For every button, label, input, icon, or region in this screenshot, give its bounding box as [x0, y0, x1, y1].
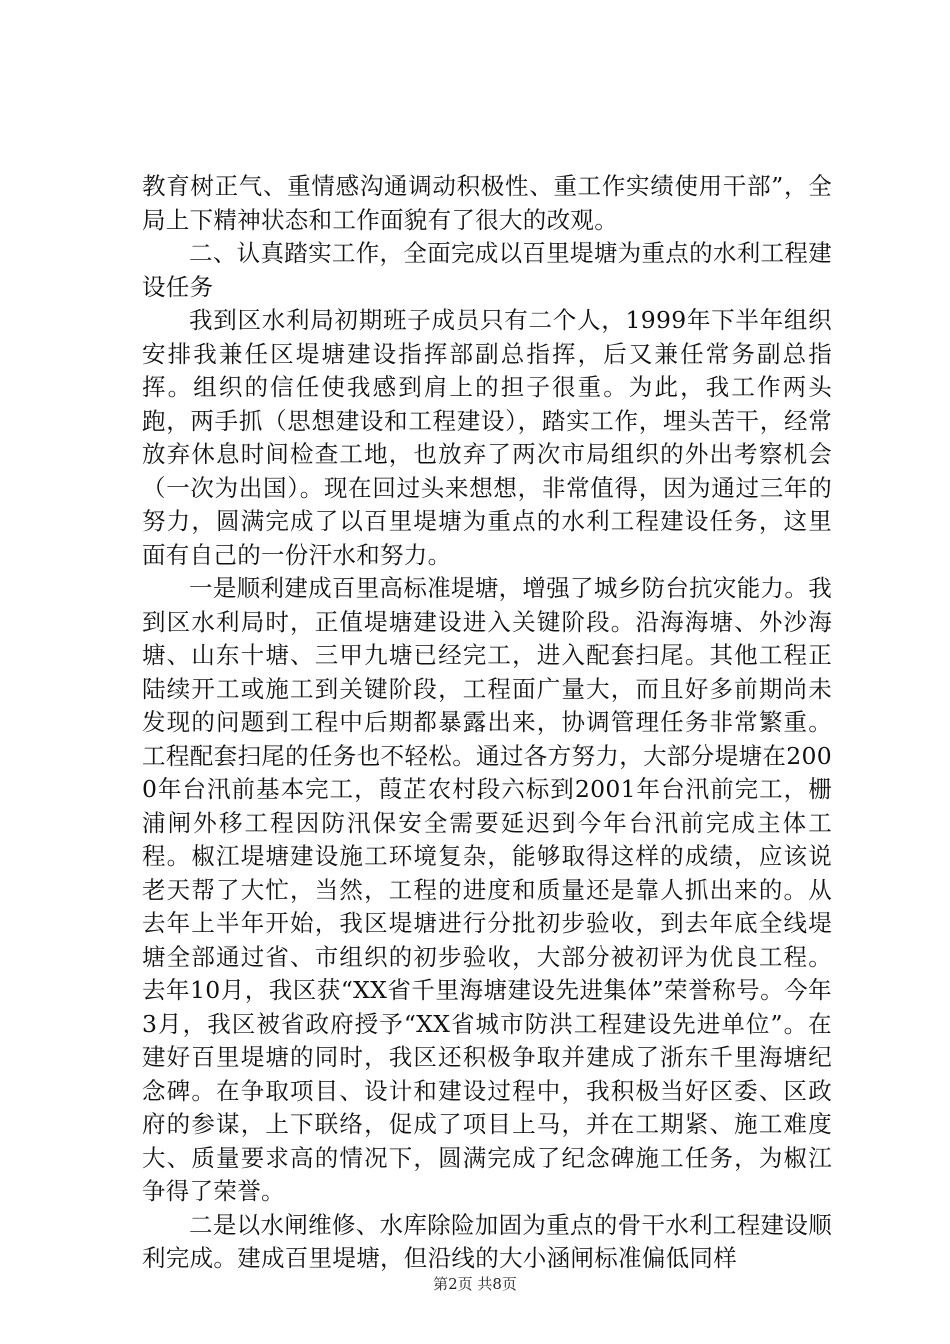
page-footer: 第2页 共8页 [433, 1275, 517, 1293]
paragraph-1: 教育树正气、重情感沟通调动积极性、重工作实绩使用干部”，全局上下精神状态和工作面貌有了很大的改观。 [142, 172, 832, 234]
paragraph-3: 我到区水利局初期班子成员只有二个人，1999年下半年组织安排我兼任区堤塘建设指挥部副总指挥，后又兼任常务副总指挥。组织的信任使我感到肩上的担子很重。为此，我工作两头跑，两手抓（思想建设和工程建设），踏实工作，埋头苦干，经常放弃休息时间检查工地，也放弃了两次市局组织的外出考察机会（一次为出国）。现在回过头来想想，非常值得，因为通过三年的努力，圆满完成了以百里堤塘为重点的水利工程建设任务，这里面有自己的一份汗水和努力。 [142, 306, 832, 569]
paragraph-4: 一是顺利建成百里高标准堤塘，增强了城乡防台抗灾能力。我到区水利局时，正值堤塘建设进入关键阶段。沿海海塘、外沙海塘、山东十塘、三甲九塘已经完工，进入配套扫尾。其他工程正陆续开工或施工到关键阶段，工程面广量大，而且好多前期尚未发现的问题到工程中后期都暴露出来，协调管理任务非常繁重。工程配套扫尾的任务也不轻松。通过各方努力，大部分堤塘在2000年台汛前基本完工，葭芷农村段六标到2001年台汛前完工，栅浦闸外移工程因防汛保安全需要延迟到今年台汛前完成主体工程。椒江堤塘建设施工环境复杂，能够取得这样的成绩，应该说老天帮了大忙，当然，工程的进度和质量还是靠人抓出来的。从去年上半年开始，我区堤塘进行分批初步验收，到去年底全线堤塘全部通过省、市组织的初步验收，大部分被初评为优良工程。去年10月，我区获“XX省千里海塘建设先进集体”荣誉称号。今年3月，我区被省政府授予“XX省城市防洪工程建设先进单位”。在建好百里堤塘的同时，我区还积极争取并建成了浙东千里海塘纪念碑。在争取项目、设计和建设过程中，我积极当好区委、区政府的参谋，上下联络，促成了项目上马，并在工期紧、施工难度大、质量要求高的情况下，圆满完成了纪念碑施工任务，为椒江争得了荣誉。 [142, 574, 832, 1205]
section-heading-2: 二、认真踏实工作，全面完成以百里堤塘为重点的水利工程建设任务 [142, 239, 832, 301]
paragraph-5: 二是以水闸维修、水库除险加固为重点的骨干水利工程建设顺利完成。建成百里堤塘，但沿线的大小涵闸标准偏低同样 [142, 1210, 832, 1272]
document-body [142, 170, 832, 1276]
